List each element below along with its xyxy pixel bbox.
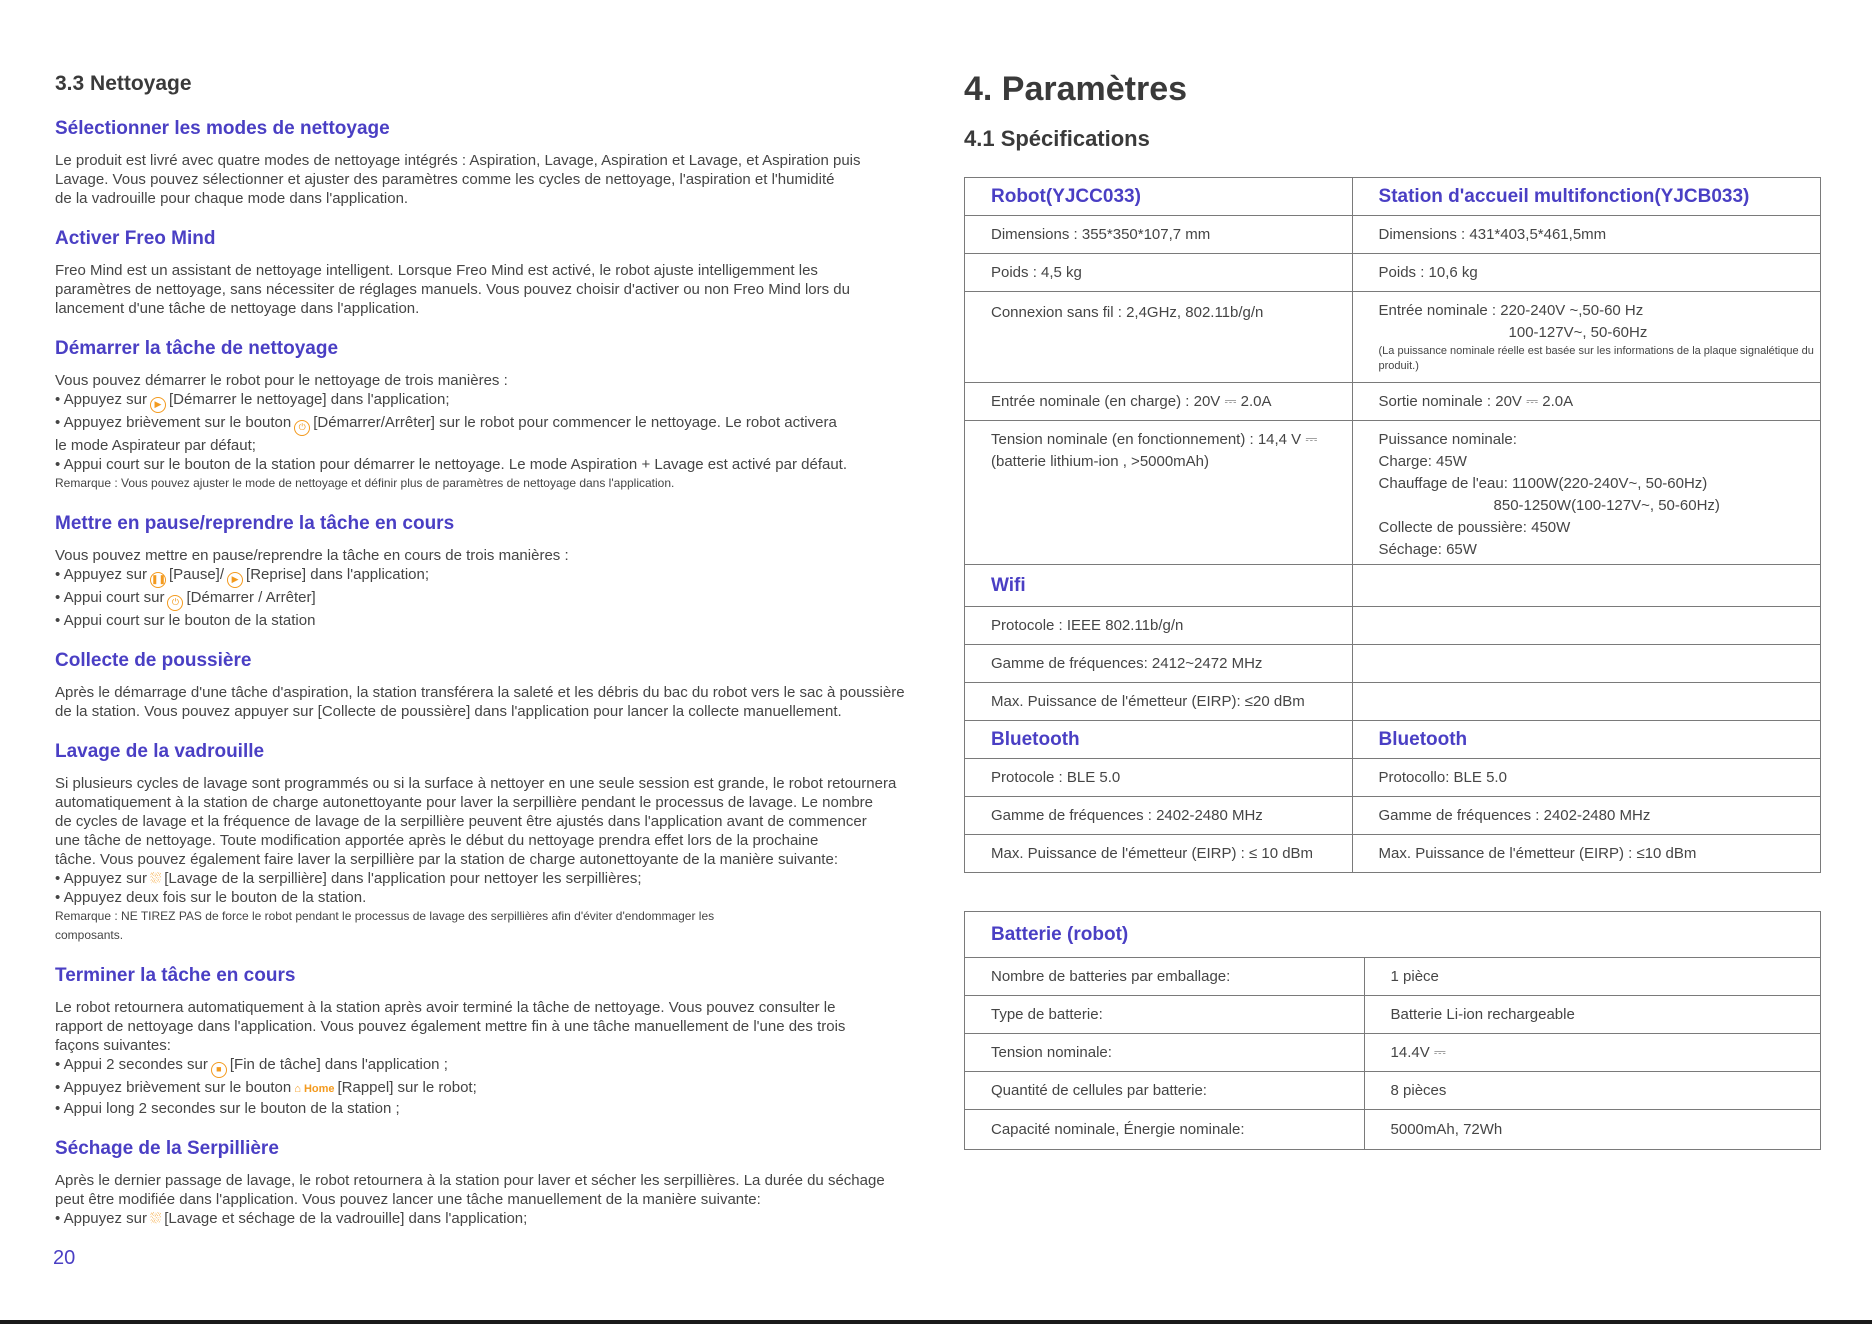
table-row xyxy=(965,1072,1821,1110)
station-power-line: Charge: 45W xyxy=(1378,453,1467,470)
text-line: peut être modifiée dans l'application. Vous pouvez lancer une tâche manuellement de la manière suivante: xyxy=(55,1191,761,1208)
subsection-title: Mettre en pause/reprendre la tâche en cours xyxy=(55,513,455,534)
section-end-task xyxy=(55,965,910,1118)
section-start-task xyxy=(55,338,910,493)
table-cell: 14.4V ⎓ xyxy=(1364,1034,1820,1072)
station-input-note: (La puissance nominale réelle est basée sur les informations de la plaque signalétique du produit.) xyxy=(1378,345,1814,372)
table-row xyxy=(965,835,1821,873)
station-power-line: Puissance nominale: xyxy=(1378,431,1517,448)
mop-dry-icon: ⛆ xyxy=(149,1210,162,1226)
bullet-item: • Appui 2 secondes sur ■ [Fin de tâche] dans l'application ; xyxy=(55,1055,910,1078)
table-cell xyxy=(965,421,1353,565)
bluetooth-title-station: Bluetooth xyxy=(1352,721,1820,759)
text-line: Après le démarrage d'une tâche d'aspiration, la station transférera la saleté et les débris du bac du robot vers le sac à poussière xyxy=(55,684,905,701)
table-row xyxy=(965,178,1821,216)
text-line: de cycles de lavage et la fréquence de lavage de la serpillière peuvent être ajustés dans l'application avant de commencer xyxy=(55,813,867,830)
table-cell: Dimensions : 431*403,5*461,5mm xyxy=(1352,216,1820,254)
bullet-item: • Appui long 2 secondes sur le bouton de la station ; xyxy=(55,1099,910,1118)
table-row xyxy=(965,683,1821,721)
table-cell: Quantité de cellules par batterie: xyxy=(965,1072,1365,1110)
table-cell xyxy=(1352,565,1820,607)
text-line: de la station. Vous pouvez appuyer sur [Collecte de poussière] dans l'application pour lancer la collecte manuellement. xyxy=(55,703,842,720)
text-line: Vous pouvez démarrer le robot pour le nettoyage de trois manières : xyxy=(55,372,508,389)
text-line: Si plusieurs cycles de lavage sont programmés ou si la surface à nettoyer en une seule session est grande, le robot retournera xyxy=(55,775,897,792)
power-icon: ⏻ xyxy=(167,595,183,611)
table-cell: Dimensions : 355*350*107,7 mm xyxy=(965,216,1353,254)
table-cell: Max. Puissance de l'émetteur (EIRP) : ≤ 10 dBm xyxy=(965,835,1353,873)
table-cell xyxy=(1352,607,1820,645)
text-line: automatiquement à la station de charge autonettoyante pour laver la serpillière pendant le processus de lavage. Le nombre xyxy=(55,794,874,811)
table-cell xyxy=(1352,645,1820,683)
robot-voltage-line: (batterie lithium-ion , >5000mAh) xyxy=(991,453,1210,470)
page-number: 20 xyxy=(53,1247,76,1269)
table-row xyxy=(965,645,1821,683)
subsection-title: Démarrer la tâche de nettoyage xyxy=(55,338,339,359)
text-line: façons suivantes: xyxy=(55,1037,171,1054)
text-line: Le produit est livré avec quatre modes de nettoyage intégrés : Aspiration, Lavage, Aspiration et Lavage, et Aspiration puis xyxy=(55,152,861,169)
table-cell: 5000mAh, 72Wh xyxy=(1364,1110,1820,1150)
play-icon: ▶ xyxy=(227,572,243,588)
table-cell: Max. Puissance de l'émetteur (EIRP): ≤20 dBm xyxy=(965,683,1353,721)
station-input-line: Entrée nominale : 220-240V ~,50-60 Hz xyxy=(1378,302,1644,319)
table-cell: 8 pièces xyxy=(1364,1072,1820,1110)
table-row xyxy=(965,797,1821,835)
bullet-item: • Appuyez sur ❚❚ [Pause]/ ▶ [Reprise] dans l'application; xyxy=(55,565,910,588)
text-line: paramètres de nettoyage, sans nécessiter de réglages manuels. Vous pouvez choisir d'activer ou non Freo Mind lors du xyxy=(55,281,850,298)
station-power-line: Séchage: 65W xyxy=(1378,541,1477,558)
section-freo-mind xyxy=(55,228,910,318)
text-line: lancement d'une tâche de nettoyage dans l'application. xyxy=(55,300,420,317)
table-cell xyxy=(1352,421,1820,565)
table-cell: Protocollo: BLE 5.0 xyxy=(1352,759,1820,797)
table-row xyxy=(965,421,1821,565)
text-line: une tâche de nettoyage. Toute modification apportée après le début du nettoyage prendra effet lors de la prochaine xyxy=(55,832,819,849)
table-cell: Max. Puissance de l'émetteur (EIRP) : ≤10 dBm xyxy=(1352,835,1820,873)
bullet-item: • Appuyez brièvement sur le bouton ⌂ Home [Rappel] sur le robot; xyxy=(55,1078,910,1099)
wifi-title: Wifi xyxy=(965,565,1353,607)
table-row xyxy=(965,565,1821,607)
subsection-title: Sélectionner les modes de nettoyage xyxy=(55,118,390,139)
station-power-line: Collecte de poussière: 450W xyxy=(1378,519,1571,536)
table-cell: Poids : 10,6 kg xyxy=(1352,254,1820,292)
table-cell: Gamme de fréquences: 2412~2472 MHz xyxy=(965,645,1353,683)
table-row xyxy=(965,912,1821,958)
subsection-title: Lavage de la vadrouille xyxy=(55,741,265,762)
bullet-item: • Appuyez deux fois sur le bouton de la station. xyxy=(55,888,910,907)
note: Remarque : NE TIREZ PAS de force le robot pendant le processus de lavage des serpillières afin d'éviter d'endommager les xyxy=(55,909,715,923)
bullet-item: • Appui court sur le bouton de la station xyxy=(55,611,910,630)
subsection-title: Séchage de la Serpillière xyxy=(55,1138,279,1159)
table-cell: Entrée nominale (en charge) : 20V ⎓ 2.0A xyxy=(965,383,1353,421)
text-line: le mode Aspirateur par défaut; xyxy=(55,437,256,454)
parameters-heading: 4. Paramètres xyxy=(964,70,1188,108)
power-icon: ⏻ xyxy=(294,420,310,436)
station-power-line: Chauffage de l'eau: 1100W(220-240V~, 50-60Hz) xyxy=(1378,475,1708,492)
table-cell: 1 pièce xyxy=(1364,958,1820,996)
bullet-item: • Appuyez sur ▶ [Démarrer le nettoyage] dans l'application; xyxy=(55,390,910,413)
battery-title: Batterie (robot) xyxy=(965,912,1821,958)
robot-voltage-line: Tension nominale (en fonctionnement) : 14,4 V ⎓ xyxy=(991,431,1318,448)
table-row xyxy=(965,996,1821,1034)
text-line: tâche. Vous pouvez également faire laver la serpillière par la station de charge autonettoyante de la manière suivante: xyxy=(55,851,838,868)
bullet-item: • Appuyez sur ⛆ [Lavage de la serpillière] dans l'application pour nettoyer les serpillières; xyxy=(55,869,910,888)
footer-rule xyxy=(0,1320,1872,1324)
play-icon: ▶ xyxy=(150,397,166,413)
table-cell: Poids : 4,5 kg xyxy=(965,254,1353,292)
table-cell xyxy=(1352,683,1820,721)
bullet-item: • Appui court sur le bouton de la station pour démarrer le nettoyage. Le mode Aspiration + Lavage est activé par défaut. xyxy=(55,455,910,474)
bluetooth-title-robot: Bluetooth xyxy=(965,721,1353,759)
section-mop-washing xyxy=(55,741,910,945)
note: Remarque : Vous pouvez ajuster le mode de nettoyage et définir plus de paramètres de nettoyage dans l'application. xyxy=(55,476,675,490)
section-heading: 3.3 Nettoyage xyxy=(55,72,192,95)
bullet-item: • Appuyez sur ⛆ [Lavage et séchage de la vadrouille] dans l'application; xyxy=(55,1209,910,1228)
table-cell: Protocole : BLE 5.0 xyxy=(965,759,1353,797)
table-cell: Type de batterie: xyxy=(965,996,1365,1034)
table-row xyxy=(965,216,1821,254)
table-cell: Gamme de fréquences : 2402-2480 MHz xyxy=(1352,797,1820,835)
robot-title: Robot(YJCC033) xyxy=(965,178,1353,216)
station-power-line: 850-1250W(100-127V~, 50-60Hz) xyxy=(1493,497,1720,514)
subsection-title: Collecte de poussière xyxy=(55,650,252,671)
battery-table xyxy=(964,911,1821,1150)
table-row xyxy=(965,1034,1821,1072)
stop-icon: ■ xyxy=(211,1062,227,1078)
bullet-item: • Appuyez brièvement sur le bouton ⏻ [Démarrer/Arrêter] sur le robot pour commencer le nettoyage. Le robot activera xyxy=(55,413,910,436)
table-cell xyxy=(1352,292,1820,383)
subsection-title: Activer Freo Mind xyxy=(55,228,216,249)
text-line: Lavage. Vous pouvez sélectionner et ajuster des paramètres comme les cycles de nettoyage, l'aspiration et l'humidité xyxy=(55,171,835,188)
table-row xyxy=(965,721,1821,759)
home-icon: ⌂ Home xyxy=(294,1083,335,1095)
table-row xyxy=(965,958,1821,996)
table-row xyxy=(965,759,1821,797)
text-line: de la vadrouille pour chaque mode dans l'application. xyxy=(55,190,409,207)
table-row xyxy=(965,292,1821,383)
table-cell: Connexion sans fil : 2,4GHz, 802.11b/g/n xyxy=(965,292,1353,383)
note: composants. xyxy=(55,928,124,942)
cleaning-column xyxy=(55,72,910,1248)
section-mop-drying xyxy=(55,1138,910,1228)
section-dust-collection xyxy=(55,650,910,721)
table-cell: Capacité nominale, Énergie nominale: xyxy=(965,1110,1365,1150)
section-pause-resume xyxy=(55,513,910,630)
pause-icon: ❚❚ xyxy=(150,572,166,588)
table-cell: Batterie Li-ion rechargeable xyxy=(1364,996,1820,1034)
mop-wash-icon: ⛆ xyxy=(149,870,162,886)
section-select-modes xyxy=(55,118,910,208)
table-row xyxy=(965,607,1821,645)
text-line: rapport de nettoyage dans l'application. Vous pouvez également mettre fin à une tâche manuellement de l'une des trois xyxy=(55,1018,846,1035)
subsection-title: Terminer la tâche en cours xyxy=(55,965,296,986)
table-row xyxy=(965,383,1821,421)
table-cell: Nombre de batteries par emballage: xyxy=(965,958,1365,996)
table-row xyxy=(965,254,1821,292)
text-line: Après le dernier passage de lavage, le robot retournera à la station pour laver et sécher les serpillières. La durée du séchage xyxy=(55,1172,885,1189)
text-line: Le robot retournera automatiquement à la station après avoir terminé la tâche de nettoyage. Vous pouvez consulter le xyxy=(55,999,836,1016)
table-cell: Protocole : IEEE 802.11b/g/n xyxy=(965,607,1353,645)
station-title: Station d'accueil multifonction(YJCB033) xyxy=(1352,178,1820,216)
text-line: Freo Mind est un assistant de nettoyage intelligent. Lorsque Freo Mind est activé, le robot ajuste intelligemment les xyxy=(55,262,818,279)
bullet-item: • Appui court sur ⏻ [Démarrer / Arrêter] xyxy=(55,588,910,611)
table-cell: Tension nominale: xyxy=(965,1034,1365,1072)
table-cell: Gamme de fréquences : 2402-2480 MHz xyxy=(965,797,1353,835)
table-cell: Sortie nominale : 20V ⎓ 2.0A xyxy=(1352,383,1820,421)
text-line: Vous pouvez mettre en pause/reprendre la tâche en cours de trois manières : xyxy=(55,547,569,564)
specifications-heading: 4.1 Spécifications xyxy=(964,126,1150,151)
table-row xyxy=(965,1110,1821,1150)
specifications-table xyxy=(964,177,1821,873)
station-input-line: 100-127V~, 50-60Hz xyxy=(1508,324,1648,341)
